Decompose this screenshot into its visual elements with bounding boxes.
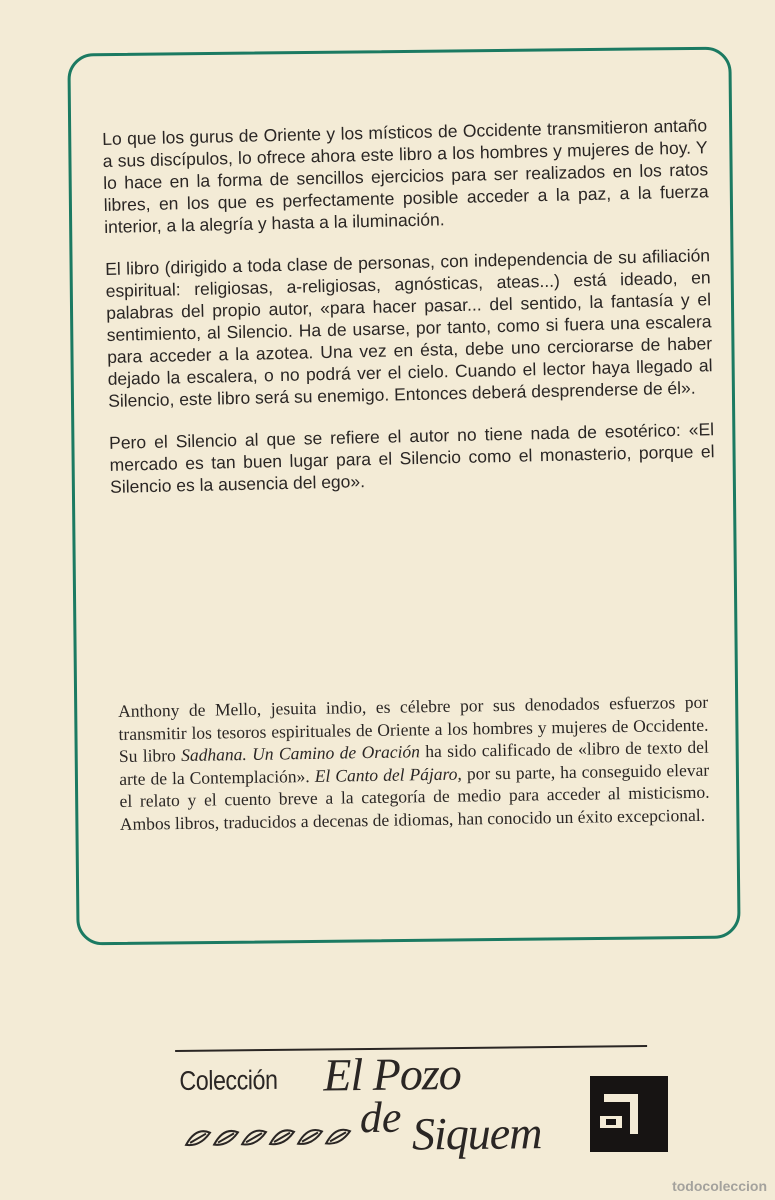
bio-text-1: Anthony de Mello, jesuita indio, es célebre por sus denodados esfuerzos por transmitir los tesoros espirituales de Oriente a los hombres y mujeres de Occidente. Su libro xyxy=(118,691,709,766)
leaf-ornament xyxy=(184,1123,354,1151)
bio-text-2: ha sido calificado de «libro de texto del arte de la Contemplación». xyxy=(119,736,709,789)
collection-name: Siquem xyxy=(411,1107,542,1160)
bio-book-canto: El Canto del Pájaro, xyxy=(314,763,462,786)
collection-title: El Pozo xyxy=(323,1048,462,1101)
collection-de: de xyxy=(359,1092,402,1143)
author-bio xyxy=(118,691,710,835)
bio-book-sadhana: Sadhana. Un Camino de Oración xyxy=(181,741,421,766)
publisher-logo-icon xyxy=(590,1076,668,1152)
bio-text-3: por su parte, ha conseguido elevar el relato y el cuento breve a la categoría de medio para acceder al misticismo. Ambos libros, traducidos a decenas de idiomas, han conocido un éxito excepcional. xyxy=(119,759,710,834)
leaf-ornament-icon xyxy=(184,1123,354,1151)
synopsis-paragraph-2: El libro (dirigido a toda clase de personas, con independencia de su afiliación espiritual: religiosas, a-religiosas, agnósticas, ateas...) está ideado, en palabras del propio autor, «para hacer pasar... del sentido, la fantasía y el sentimiento, al Silencio. Ha de usarse, por tanto, como si fuera una escalera para acceder a la azotea. Una vez en ésta, debe uno cerciorarse de haber dejado la escalera, o no podrá ver el cielo. Cuando el lector haya llegado al Silencio, este libro será su enemigo. Entonces deberá desprenderse de él». xyxy=(104,245,713,411)
watermark: todocoleccion xyxy=(672,1178,767,1194)
publisher-logo xyxy=(590,1076,668,1152)
synopsis-paragraph-3: Pero el Silencio al que se refiere el autor no tiene nada de esotérico: «El mercado es tan buen lugar para el Silencio como el monasterio, porque el Silencio es la ausencia del ego». xyxy=(108,419,715,497)
synopsis xyxy=(102,114,716,518)
collection-label: Colección xyxy=(179,1064,278,1096)
synopsis-paragraph-1: Lo que los gurus de Oriente y los místicos de Occidente transmitieron antaño a sus discípulos, lo ofrece ahora este libro a los hombres y mujeres de hoy. Y lo hace en la forma de sencillos ejercicios para ser realizados en los ratos libres, en los que es perfectamente posible acceder a la paz, a la fuerza interior, a la alegría y hasta a la iluminación. xyxy=(102,115,709,237)
